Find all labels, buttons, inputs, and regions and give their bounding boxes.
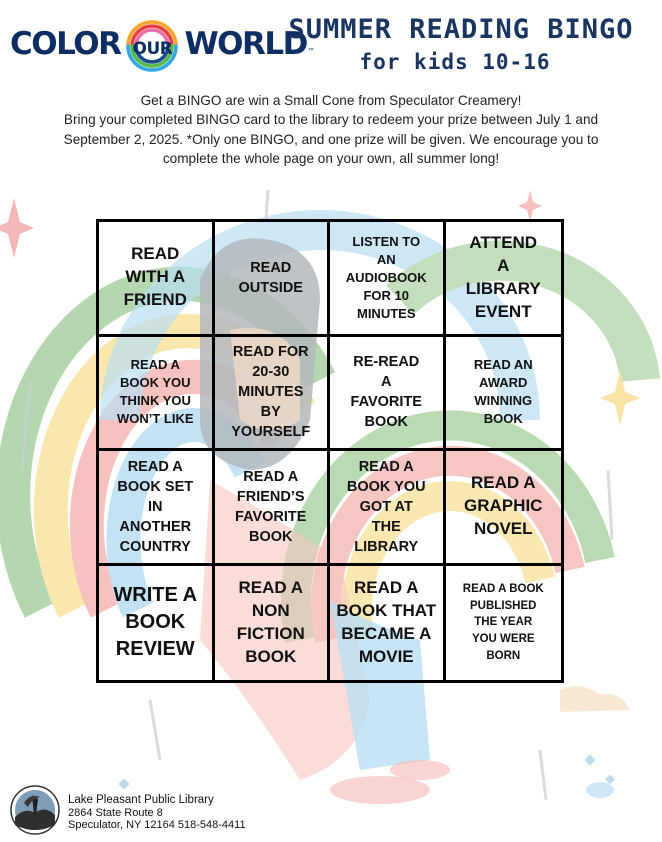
bingo-square-line: AN (376, 251, 396, 267)
bingo-square-line: READ A (470, 473, 536, 493)
bingo-square-line: BY (260, 404, 281, 421)
bingo-square-line: BOOK THAT (336, 600, 437, 620)
bingo-square-line: AUDIOBOOK (345, 269, 427, 285)
intro-line-4: complete the whole page on your own, all summer long! (162, 151, 500, 167)
bingo-square (215, 566, 331, 681)
bingo-square-line: PUBLISHED (470, 599, 537, 612)
bingo-square-line: READ A (238, 577, 304, 597)
bingo-square (446, 222, 562, 337)
bingo-square-line: BOOK (249, 528, 293, 545)
logo-word-world: WORLD (184, 25, 307, 62)
bingo-square (446, 566, 562, 681)
bingo-square (330, 337, 446, 452)
bingo-square-line: BOOK (125, 611, 186, 634)
library-name: Lake Pleasant Public Library (68, 794, 214, 806)
bingo-square-line: WON’T LIKE (116, 411, 194, 427)
bingo-square (99, 222, 215, 337)
bingo-square-line: BOOK SET (117, 478, 194, 495)
bingo-square-line: RE-READ (353, 354, 420, 371)
bingo-square-line: ATTEND (469, 232, 538, 252)
bingo-square-line: READ AN (473, 357, 533, 373)
bingo-square-text (113, 582, 197, 663)
bingo-square-text (117, 457, 193, 557)
bingo-square-line: ANOTHER (119, 518, 192, 535)
bingo-square (215, 451, 331, 566)
bingo-square-line: LIBRARY (465, 278, 541, 298)
intro-paragraph (18, 91, 644, 169)
library-contact-info (68, 794, 246, 832)
bingo-square-line: GOT AT (359, 498, 413, 515)
bingo-square (446, 451, 562, 566)
bingo-square-text (347, 457, 426, 557)
bingo-square-text (464, 472, 542, 541)
bingo-square-line: THINK YOU (119, 393, 191, 409)
bingo-square-line: BOOK YOU (119, 375, 191, 391)
bingo-square-line: LISTEN TO (352, 233, 421, 249)
bingo-square-line: MINUTES (238, 384, 304, 401)
bingo-square-line: 20-30 (252, 364, 290, 381)
bingo-square-line: BECAME A (341, 623, 432, 643)
bingo-square-text (235, 467, 306, 547)
bingo-square-line: YOURSELF (231, 424, 311, 441)
bingo-square-line: WINNING (474, 393, 533, 409)
bingo-square-text (237, 577, 305, 669)
bingo-square (446, 337, 562, 452)
bingo-square-line: MOVIE (358, 646, 414, 666)
bingo-square-line: THE YEAR (474, 616, 533, 629)
bingo-square-line: BOOK (245, 646, 297, 666)
bingo-square-line: READ A (127, 458, 183, 475)
bingo-square-line: WITH A (125, 267, 186, 287)
bingo-square-line: BORN (486, 649, 521, 662)
bingo-square-line: READ A BOOK (462, 583, 544, 596)
bingo-square (215, 222, 331, 337)
bingo-square-line: READ (131, 244, 180, 264)
bingo-square-line: BOOK (364, 414, 408, 431)
bingo-square-text (239, 258, 303, 298)
bingo-square-text (124, 243, 187, 312)
bingo-square-line: GRAPHIC (464, 496, 543, 516)
bingo-card (96, 219, 564, 683)
intro-line-2: Bring your completed BINGO card to the library to redeem your prize between July 1 and (63, 112, 599, 128)
bingo-square-line: OUTSIDE (238, 279, 303, 296)
bingo-square-text (351, 352, 422, 432)
intro-line-1: Get a BINGO are win a Small Cone from Speculator Creamery! (140, 93, 522, 108)
bingo-square-text (474, 356, 533, 428)
bingo-square-line: REVIEW (115, 638, 195, 661)
bingo-square (215, 337, 331, 452)
bingo-square-line: BOOK YOU (346, 478, 426, 495)
bingo-square-line: NON (251, 600, 290, 620)
bingo-square-line: IN (147, 498, 163, 515)
bingo-square-line: AWARD (479, 375, 528, 391)
bingo-square-line: READ A (130, 357, 180, 373)
bingo-square (99, 451, 215, 566)
bingo-square-line: FOR 10 (363, 287, 409, 303)
bingo-square-text (336, 577, 436, 669)
bingo-square-line: YOU WERE (471, 633, 535, 646)
bingo-square-line: BOOK (483, 411, 523, 427)
bingo-square-line: THE (371, 518, 401, 535)
color-our-world-logo (10, 16, 314, 72)
bingo-square-line: READ (250, 259, 292, 276)
bingo-square-text (117, 356, 194, 428)
bingo-square-line: A (497, 255, 510, 275)
logo-word-our: OUR (132, 39, 173, 59)
bingo-square-text (466, 232, 541, 324)
bingo-square-text (346, 233, 427, 323)
bingo-square (330, 222, 446, 337)
page-subtitle: for kids 10-16 (359, 50, 551, 74)
bingo-square-line: A (381, 374, 392, 391)
bingo-square (99, 566, 215, 681)
logo-word-color: COLOR (10, 25, 121, 62)
bingo-square-line: WRITE A (113, 584, 198, 607)
bingo-square-text (463, 581, 544, 664)
bingo-square-line: LIBRARY (354, 538, 419, 555)
bingo-square-line: EVENT (474, 301, 532, 321)
logo-trademark: ™ (307, 48, 314, 54)
bingo-square-line: NOVEL (473, 519, 533, 539)
bingo-square-line: FRIEND (123, 290, 187, 310)
logo-rainbow-emblem (122, 14, 182, 74)
bingo-square-line: FAVORITE (350, 394, 422, 411)
bingo-square-line: FICTION (236, 623, 305, 643)
intro-line-3: September 2, 2025. *Only one BINGO, and one prize will be given. We encourage you to (63, 131, 599, 147)
bingo-square-line: READ A (358, 458, 414, 475)
library-address: 2864 State Route 8 (68, 806, 163, 819)
bingo-square-text (231, 342, 310, 442)
bingo-square-line: FRIEND’S (236, 488, 305, 505)
library-city-phone: Speculator, NY 12164 518-548-4411 (68, 819, 246, 831)
bingo-square-line: FAVORITE (235, 508, 307, 525)
bingo-square-line: READ A (243, 468, 299, 485)
bingo-square-line: COUNTRY (119, 538, 191, 555)
bingo-square (99, 337, 215, 452)
bingo-square (330, 451, 446, 566)
bingo-square-line: READ A (353, 577, 419, 597)
bingo-square (330, 566, 446, 681)
bingo-square-line: MINUTES (356, 305, 416, 321)
bingo-square-line: READ FOR (232, 344, 309, 361)
library-seal-logo (10, 785, 60, 835)
page-title: SUMMER READING BINGO (288, 14, 634, 45)
